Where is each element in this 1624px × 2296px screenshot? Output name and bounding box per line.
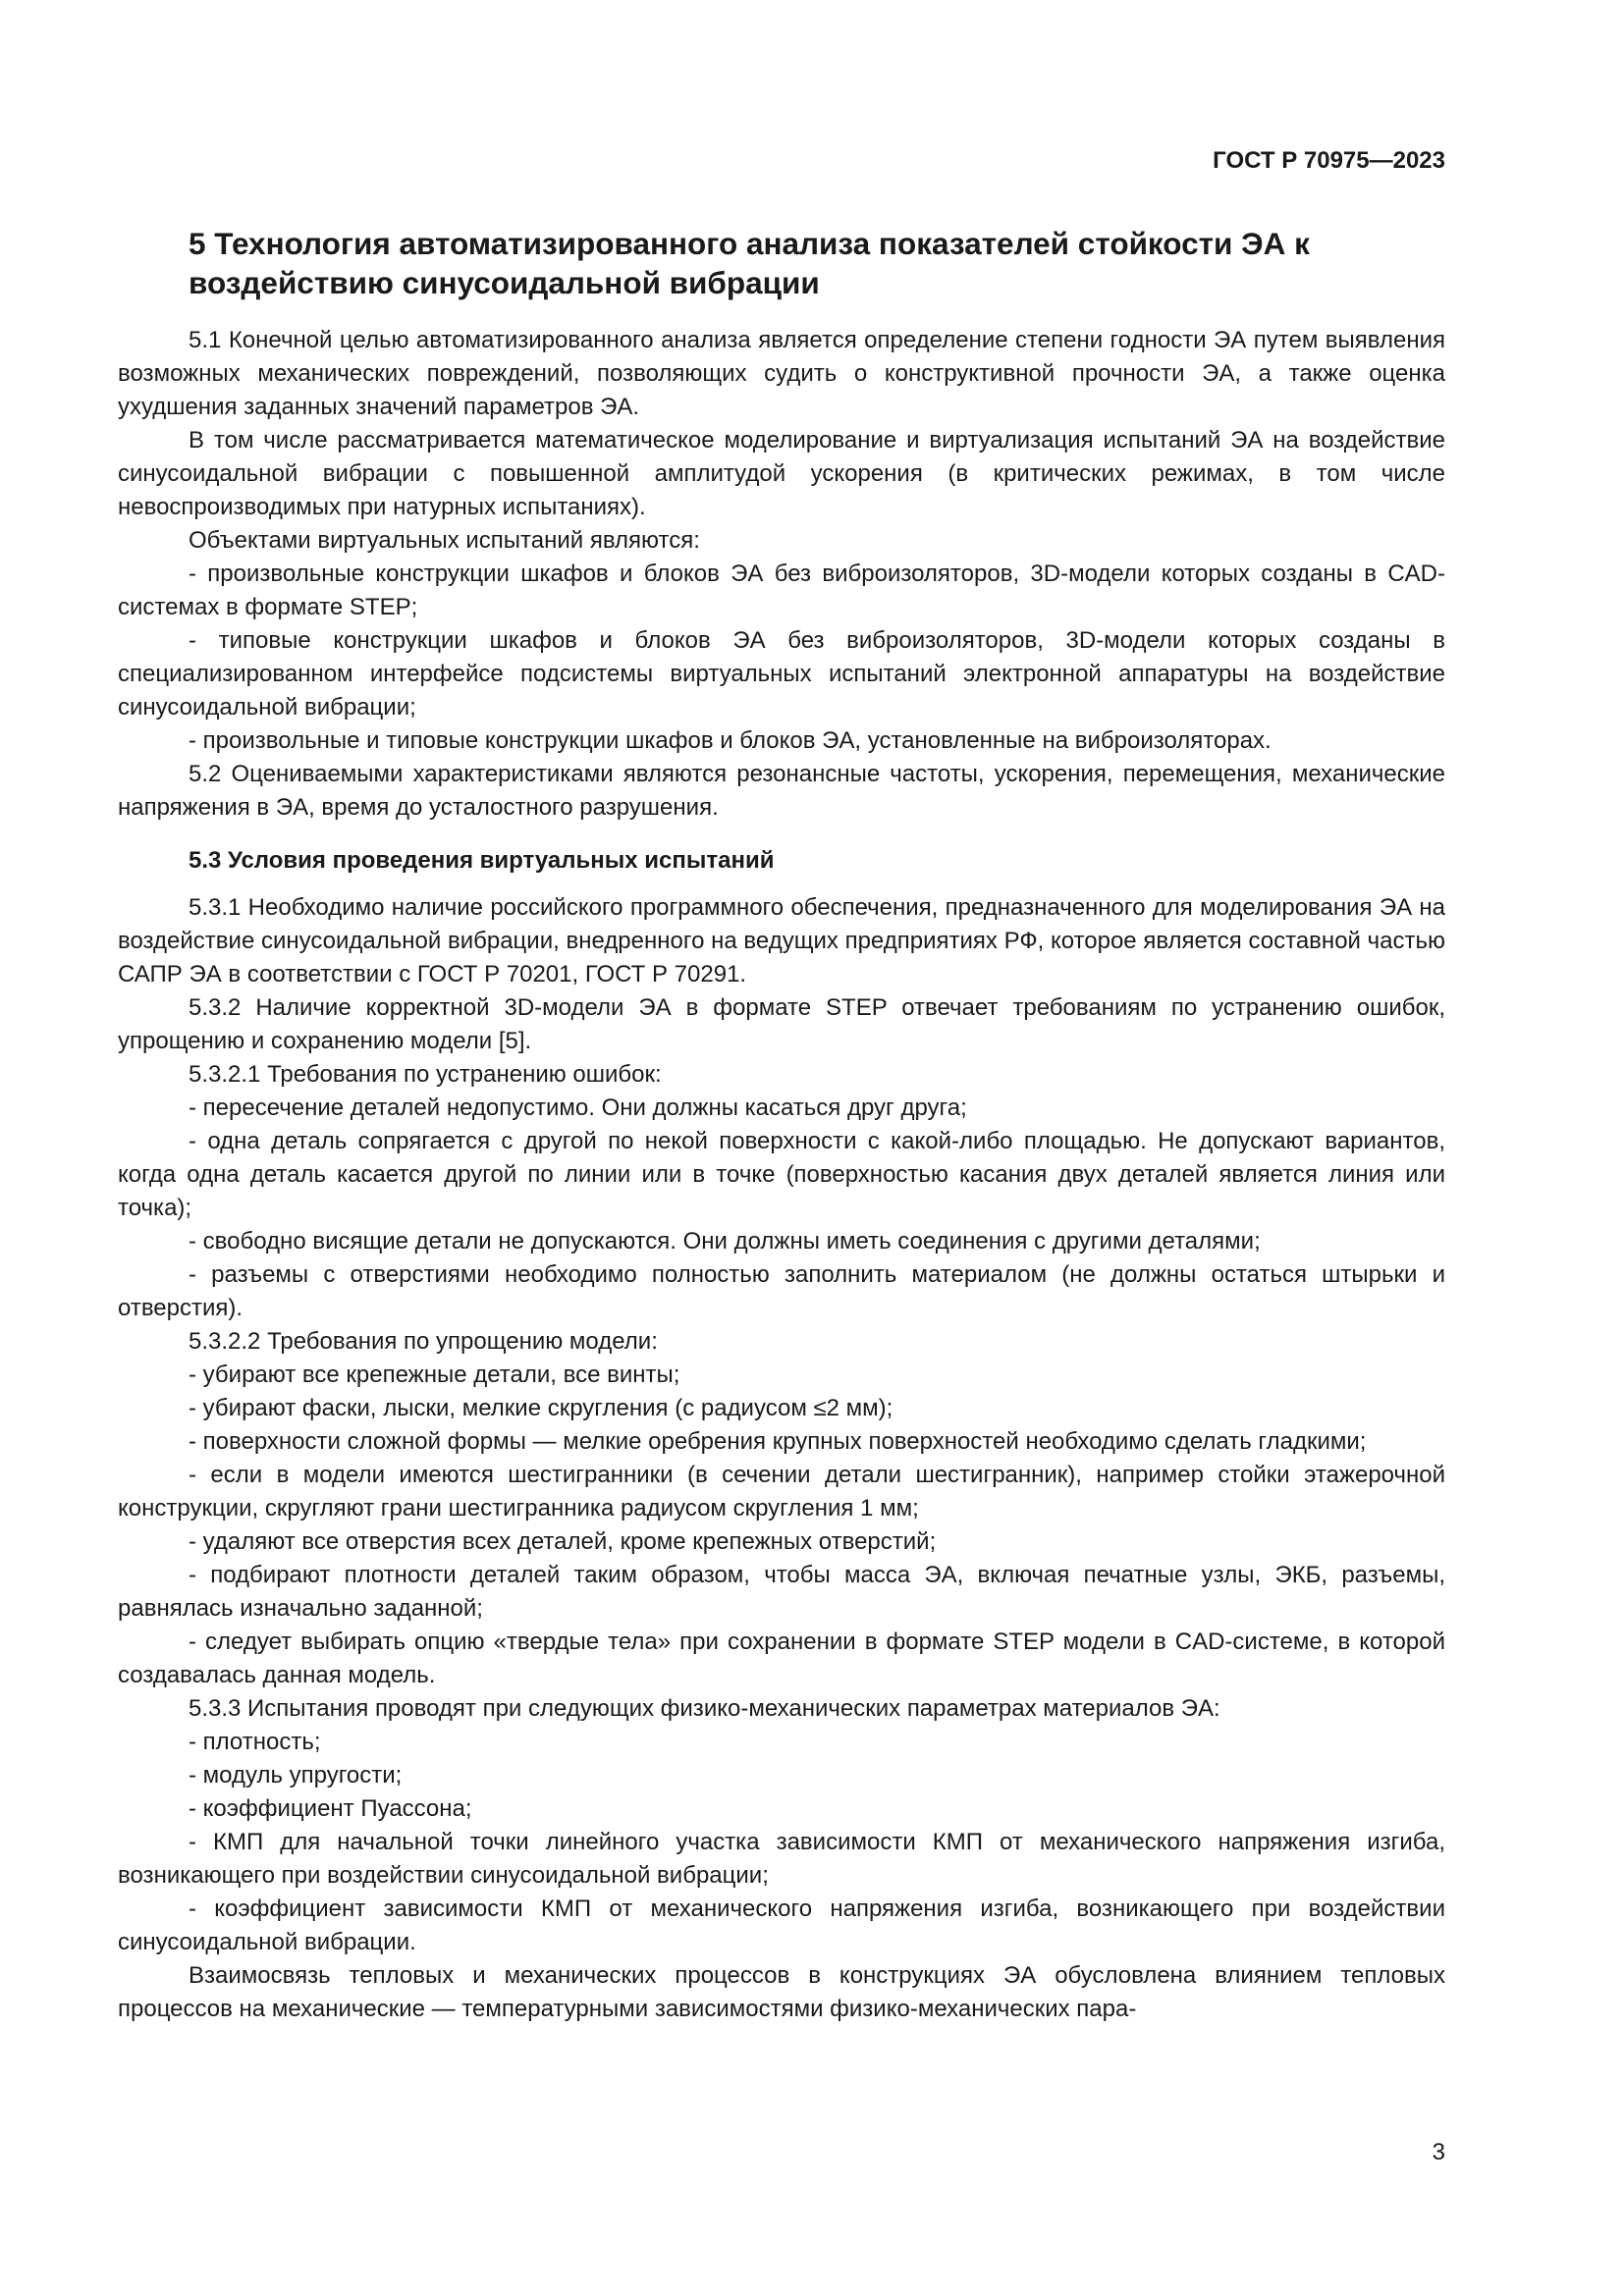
list-item: - одна деталь сопрягается с другой по некой поверхности с какой-либо площадью. Не допускают вариантов, когда одна деталь касается другой по линии или в точке (поверхностью касания двух деталей является линия или точка); xyxy=(118,1128,1445,1221)
list-item: - подбирают плотности деталей таким образом, чтобы масса ЭА, включая печатные узлы, ЭКБ, разъемы, равнялась изначально заданной; xyxy=(118,1562,1445,1622)
paragraph: 5.1 Конечной целью автоматизированного анализа является определение степени годности ЭА путем выявления возможных механических повреждений, позволяющих судить о конструктивной прочности ЭА, а также оценка ухудшения заданных значений параметров ЭА. xyxy=(118,327,1445,420)
list-item: - следует выбирать опцию «твердые тела» при сохранении в формате STEP модели в CAD-системе, в которой создавалась данная модель. xyxy=(118,1629,1445,1688)
paragraph: Взаимосвязь тепловых и механических процессов в конструкциях ЭА обусловлена влиянием тепловых процессов на механические — температурными зависимостями физико-механических пара- xyxy=(118,1962,1445,2022)
paragraph: Объектами виртуальных испытаний являются: xyxy=(189,527,700,554)
list-item: - разъемы с отверстиями необходимо полностью заполнить материалом (не должны остаться штырьки и отверстия). xyxy=(118,1261,1445,1321)
document-code: ГОСТ Р 70975—2023 xyxy=(1213,147,1445,174)
section-title: 5 Технология автоматизированного анализа показателей стойкости ЭА к воздействию синусоидальной вибрации xyxy=(189,226,1310,300)
section-body-2 xyxy=(118,891,1445,2026)
paragraph: 5.3.2.2 Требования по упрощению модели: xyxy=(189,1328,658,1355)
page-content xyxy=(118,224,1445,2026)
list-item: - убирают все крепежные детали, все винты; xyxy=(189,1362,680,1388)
list-item: - произвольные и типовые конструкции шкафов и блоков ЭА, установленные на виброизоляторах. xyxy=(189,727,1272,754)
list-item: - коэффициент зависимости КМП от механического напряжения изгиба, возникающего при воздействии синусоидальной вибрации. xyxy=(118,1896,1445,1955)
list-item: - произвольные конструкции шкафов и блоков ЭА без виброизоляторов, 3D-модели которых созданы в CAD-системах в формате STEP; xyxy=(118,561,1445,620)
list-item: - КМП для начальной точки линейного участка зависимости КМП от механического напряжения изгиба, возникающего при воздействии синусоидальной вибрации; xyxy=(118,1829,1445,1889)
list-item: - модуль упругости; xyxy=(189,1762,403,1789)
paragraph: 5.3.3 Испытания проводят при следующих физико-механических параметрах материалов ЭА: xyxy=(189,1695,1220,1722)
paragraph: 5.3.2 Наличие корректной 3D-модели ЭА в формате STEP отвечает требованиям по устранению ошибок, упрощению и сохранению модели [5]. xyxy=(118,994,1445,1054)
section-body-1 xyxy=(118,324,1445,825)
list-item: - если в модели имеются шестигранники (в сечении детали шестигранник), например стойки этажерочной конструкции, скругляют грани шестигранника радиусом скругления 1 мм; xyxy=(118,1462,1445,1522)
list-item: - плотность; xyxy=(189,1729,321,1755)
list-item: - убирают фаски, лыски, мелкие скругления (с радиусом ≤2 мм); xyxy=(189,1395,893,1421)
subsection-title: 5.3 Условия проведения виртуальных испытаний xyxy=(189,847,775,874)
paragraph: 5.3.1 Необходимо наличие российского программного обеспечения, предназначенного для моделирования ЭА на воздействие синусоидальной вибрации, внедренного на ведущих предприятиях РФ, которое является составной частью САПР ЭА в соответствии с ГОСТ Р 70201, ГОСТ Р 70291. xyxy=(118,894,1445,988)
list-item: - поверхности сложной формы — мелкие оребрения крупных поверхностей необходимо сделать гладкими; xyxy=(189,1428,1367,1455)
list-item: - удаляют все отверстия всех деталей, кроме крепежных отверстий; xyxy=(189,1528,937,1555)
paragraph: В том числе рассматривается математическое моделирование и виртуализация испытаний ЭА на воздействие синусоидальной вибрации с повышенной амплитудой ускорения (в критических режимах, в том числе невоспроизводимых при натурных испытаниях). xyxy=(118,427,1445,520)
list-item: - типовые конструкции шкафов и блоков ЭА без виброизоляторов, 3D-модели которых созданы в специализированном интерфейсе подсистемы виртуальных испытаний электронной аппаратуры на воздействие синусоидальной вибрации; xyxy=(118,627,1445,721)
list-item: - коэффициент Пуассона; xyxy=(189,1795,472,1822)
paragraph: 5.3.2.1 Требования по устранению ошибок: xyxy=(189,1061,662,1088)
page-number: 3 xyxy=(1432,2139,1445,2165)
paragraph: 5.2 Оцениваемыми характеристиками являются резонансные частоты, ускорения, перемещения, механические напряжения в ЭА, время до усталостного разрушения. xyxy=(118,761,1445,821)
list-item: - свободно висящие детали не допускаются. Они должны иметь соединения с другими деталями; xyxy=(189,1228,1261,1255)
list-item: - пересечение деталей недопустимо. Они должны касаться друг друга; xyxy=(189,1095,967,1121)
